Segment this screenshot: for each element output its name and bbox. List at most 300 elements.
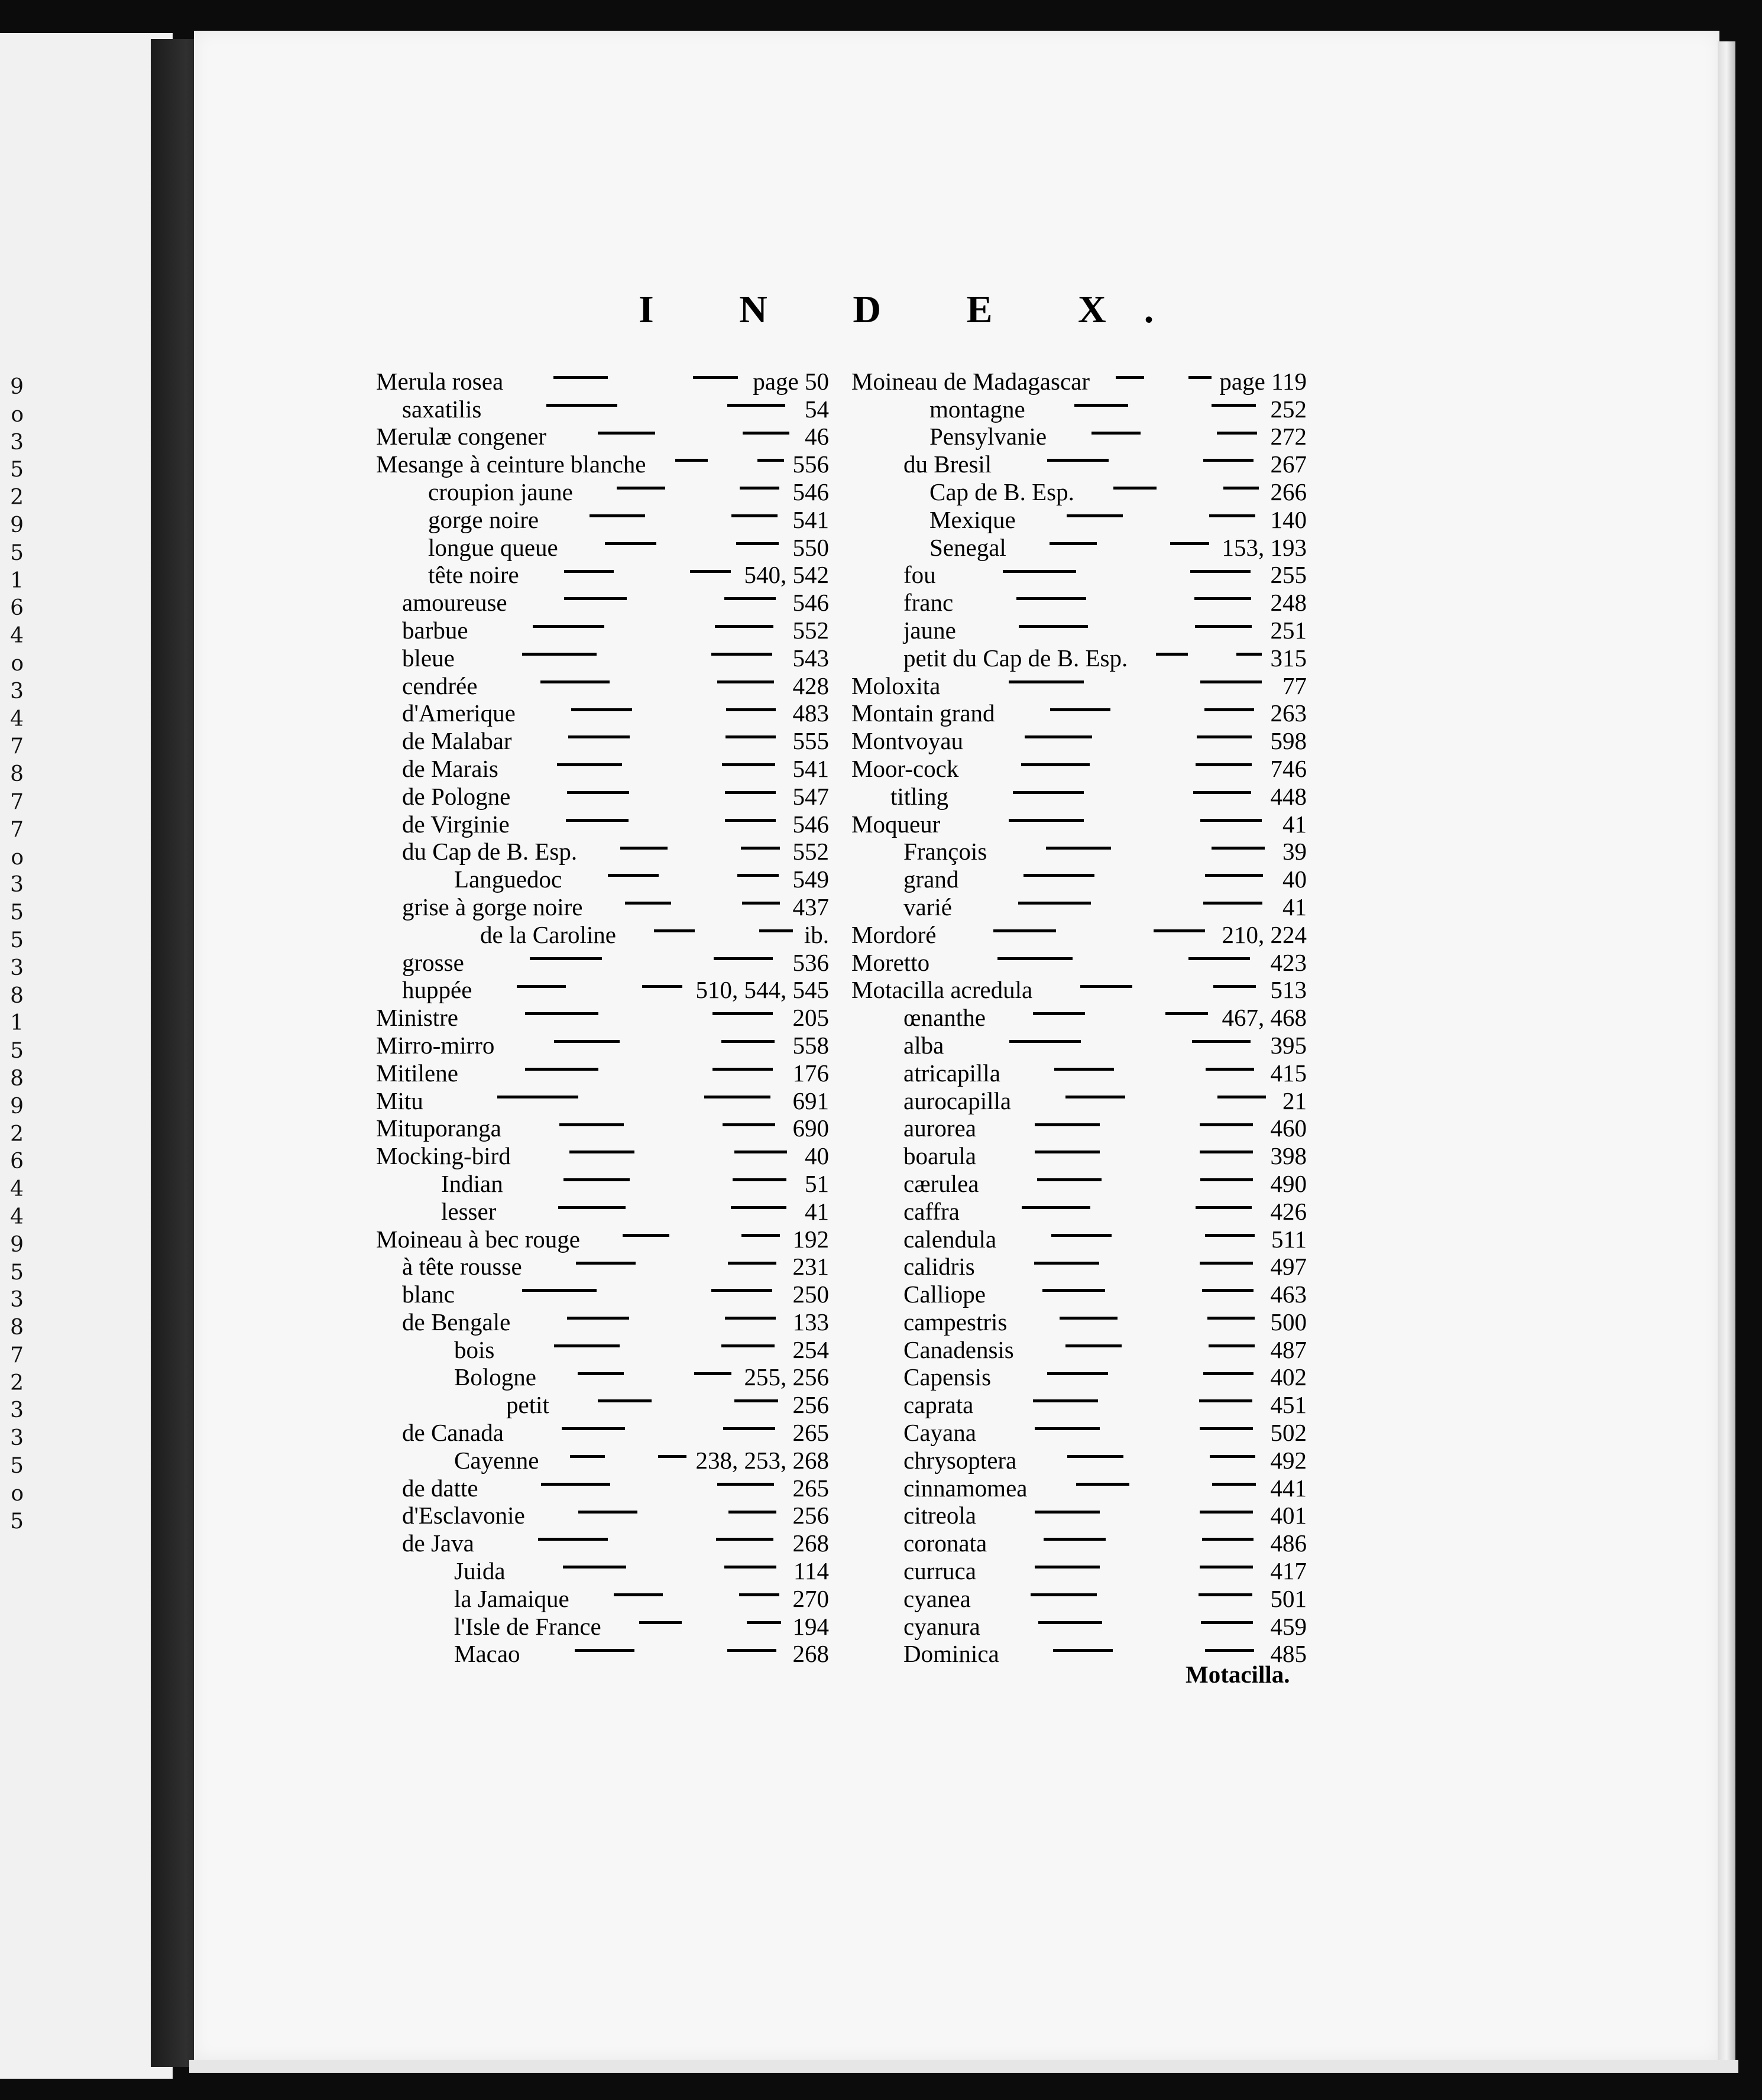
- entry-page-number: 40: [1282, 866, 1307, 893]
- leader-dash: [1051, 1234, 1112, 1237]
- edge-number: 1: [10, 568, 24, 593]
- leader-dashes: [987, 1524, 1270, 1551]
- index-entry: [851, 915, 1307, 948]
- entry-page-number: 54: [805, 395, 829, 423]
- index-entry: [851, 472, 1307, 505]
- leader-dash: [711, 1289, 772, 1292]
- leader-dashes: [1000, 1054, 1271, 1081]
- leader-dashes: [956, 611, 1271, 639]
- entry-page-number: 483: [792, 699, 829, 727]
- entry-label: Ministre: [376, 1004, 458, 1032]
- index-entry: [851, 528, 1307, 561]
- leader-dash: [1050, 542, 1097, 545]
- leader-dash: [1200, 1262, 1253, 1265]
- leader-dashes: [1032, 971, 1270, 999]
- leader-dash: [1054, 1068, 1113, 1071]
- leader-dash: [608, 874, 659, 877]
- leader-dashes: [952, 887, 1282, 915]
- entry-label: chrysoptera: [903, 1446, 1017, 1474]
- entry-label: de Malabar: [402, 727, 512, 755]
- index-entry: [851, 860, 1307, 893]
- leader-dash: [1205, 874, 1264, 877]
- index-entry: [851, 1330, 1307, 1363]
- entry-page-number: 541: [792, 505, 829, 533]
- leader-dash: [736, 542, 778, 545]
- catchword: Motacilla.: [1186, 1661, 1290, 1688]
- leader-dash: [741, 1234, 780, 1237]
- entry-page-number: 417: [1270, 1557, 1307, 1585]
- edge-number: 7: [10, 789, 24, 814]
- leader-dash: [563, 1566, 626, 1568]
- leader-dash: [567, 1317, 629, 1320]
- entry-page-number: 558: [792, 1031, 829, 1059]
- leader-dashes: [504, 1413, 793, 1441]
- leader-dash: [715, 625, 773, 628]
- entry-label: Pensylvanie: [929, 423, 1047, 451]
- index-entry: [376, 1275, 829, 1308]
- leader-dash: [993, 929, 1056, 932]
- index-entry: [376, 1441, 829, 1474]
- entry-page-number: 272: [1270, 423, 1307, 451]
- index-entry: [851, 832, 1307, 866]
- leader-dash: [1047, 1372, 1109, 1375]
- leader-dash: [728, 1262, 776, 1265]
- entry-page-number: 490: [1270, 1169, 1307, 1197]
- leader-dash: [740, 487, 779, 490]
- entry-page-number: 315: [1270, 644, 1307, 672]
- leader-dash: [1009, 1040, 1081, 1043]
- index-entry: [851, 777, 1307, 810]
- entry-label: grise à gorge noire: [402, 893, 583, 921]
- leader-dash: [522, 1289, 597, 1292]
- entry-page-number: 546: [792, 810, 829, 838]
- leader-dash: [1067, 514, 1123, 517]
- leader-dash: [1113, 487, 1157, 490]
- index-entry: [376, 500, 829, 533]
- entry-page-number: 265: [792, 1419, 829, 1447]
- entry-page-number: 487: [1270, 1336, 1307, 1363]
- leader-dashes: [976, 1136, 1271, 1164]
- leader-dash: [704, 1096, 770, 1098]
- entry-label: Bologne: [454, 1363, 536, 1391]
- index-entry: [376, 1635, 829, 1668]
- index-entry: [851, 721, 1307, 755]
- entry-page-number: 549: [792, 866, 829, 893]
- leader-dashes: [455, 639, 793, 666]
- index-entry: [376, 805, 829, 838]
- entry-label: Languedoc: [454, 866, 562, 893]
- leader-dashes: [929, 943, 1270, 971]
- leader-dash: [1035, 1566, 1099, 1568]
- entry-label: Cap de B. Esp.: [929, 478, 1074, 505]
- leader-dash: [525, 1068, 598, 1071]
- leader-dash: [571, 708, 632, 711]
- index-entry: [851, 417, 1307, 451]
- index-column-left: [376, 362, 829, 1710]
- leader-dashes: [601, 1607, 793, 1635]
- leader-dash: [1200, 1123, 1253, 1126]
- leader-dash: [569, 1151, 634, 1153]
- index-entry: [851, 1579, 1307, 1612]
- entry-label: de Java: [402, 1529, 474, 1557]
- entry-page-number: 463: [1270, 1281, 1307, 1308]
- index-entry: [851, 500, 1307, 533]
- leader-dash: [757, 459, 784, 462]
- leader-dash: [1042, 1289, 1105, 1292]
- index-entry: [851, 1635, 1307, 1668]
- index-entry: [376, 1330, 829, 1363]
- entry-label: lesser: [441, 1197, 497, 1225]
- leader-dash: [739, 1593, 779, 1596]
- entry-label: titling: [890, 782, 948, 810]
- edge-number: 5: [10, 900, 24, 925]
- entry-page-number: 255, 256: [744, 1363, 829, 1391]
- leader-dashes: [562, 860, 792, 887]
- leader-dash: [658, 1455, 686, 1458]
- page-right-edge: [1718, 41, 1735, 2063]
- leader-dashes: [580, 1220, 793, 1247]
- index-entry: [851, 556, 1307, 589]
- index-entry: [376, 971, 829, 1004]
- entry-label: curruca: [903, 1557, 976, 1585]
- leader-dashes: [558, 528, 793, 556]
- edge-number: 2: [10, 1122, 24, 1146]
- leader-dash: [623, 1234, 669, 1237]
- entry-page-number: 423: [1270, 948, 1307, 976]
- leader-dashes: [511, 1136, 805, 1164]
- index-entry: [376, 998, 829, 1032]
- leader-dashes: [616, 915, 804, 943]
- entry-page-number: 460: [1270, 1114, 1307, 1142]
- edge-number: 5: [10, 1454, 24, 1479]
- leader-dashes: [546, 417, 805, 445]
- entry-label: Mordoré: [851, 921, 937, 948]
- leader-dashes: [498, 749, 793, 777]
- leader-dash: [717, 680, 774, 683]
- leader-dash: [1038, 1621, 1102, 1624]
- leader-dash: [690, 570, 731, 573]
- entry-label: de Bengale: [402, 1308, 511, 1336]
- entry-label: Cayana: [903, 1419, 976, 1447]
- leader-dash: [1035, 1511, 1099, 1514]
- entry-label: bleue: [402, 644, 455, 672]
- index-entry: [376, 1607, 829, 1640]
- entry-page-number: 448: [1270, 782, 1307, 810]
- leader-dash: [1076, 1483, 1129, 1486]
- leader-dashes: [510, 805, 793, 832]
- leader-dash: [598, 432, 655, 435]
- entry-label: à tête rousse: [402, 1253, 522, 1281]
- index-entry: [851, 1192, 1307, 1225]
- entry-label: du Bresil: [903, 451, 992, 478]
- leader-dashes: [976, 1496, 1271, 1524]
- leader-dash: [723, 1123, 775, 1126]
- leader-dashes: [423, 1081, 793, 1109]
- leader-dashes: [991, 1358, 1270, 1386]
- entry-page-number: 500: [1270, 1308, 1307, 1336]
- entry-label: Merula rosea: [376, 367, 504, 395]
- entry-page-number: 426: [1270, 1197, 1307, 1225]
- entry-label: Dominica: [903, 1640, 999, 1668]
- leader-dash: [1213, 985, 1256, 988]
- edge-number: 8: [10, 983, 24, 1008]
- leader-dashes: [458, 998, 793, 1026]
- entry-page-number: 192: [792, 1225, 829, 1253]
- leader-dash: [1200, 1566, 1253, 1568]
- entry-page-number: 550: [792, 533, 829, 561]
- leader-dash: [1065, 1096, 1125, 1098]
- leader-dash: [1200, 1151, 1253, 1153]
- edge-number: 4: [10, 1204, 24, 1229]
- edge-number: 4: [10, 707, 24, 731]
- index-entry: [376, 417, 829, 451]
- entry-label: croupion jaune: [428, 478, 573, 505]
- leader-dash: [1200, 1178, 1253, 1181]
- entry-label: bois: [454, 1336, 495, 1363]
- leader-dash: [1018, 902, 1091, 905]
- leader-dash: [590, 514, 645, 517]
- index-entry: [851, 1054, 1307, 1087]
- entry-label: Mitu: [376, 1087, 423, 1114]
- leader-dash: [733, 1178, 787, 1181]
- index-entry: [851, 666, 1307, 699]
- index-entry: [851, 1496, 1307, 1529]
- edge-number: 9: [10, 513, 24, 537]
- leader-dash: [734, 1399, 778, 1402]
- index-entry: [376, 611, 829, 644]
- leader-dash: [578, 1511, 637, 1514]
- entry-label: du Cap de B. Esp.: [402, 838, 578, 866]
- entry-page-number: 21: [1282, 1087, 1307, 1114]
- leader-dashes: [999, 1635, 1271, 1662]
- leader-dashes: [936, 915, 1222, 943]
- leader-dash: [725, 819, 776, 822]
- edge-number: 7: [10, 734, 24, 759]
- index-entry: [851, 1220, 1307, 1253]
- leader-dash: [722, 763, 775, 766]
- entry-label: Merulæ congener: [376, 423, 547, 451]
- entry-label: atricapilla: [903, 1059, 1000, 1087]
- index-entry: [851, 1275, 1307, 1308]
- entry-page-number: 541: [792, 754, 829, 782]
- leader-dash: [1197, 735, 1252, 738]
- entry-page-number: 267: [1270, 451, 1307, 478]
- leader-dash: [1021, 763, 1090, 766]
- leader-dash: [1188, 957, 1250, 960]
- edge-number: 2: [10, 485, 24, 510]
- index-entry: [851, 805, 1307, 838]
- leader-dash: [1193, 791, 1251, 794]
- leader-dashes: [975, 1247, 1271, 1275]
- leader-dash: [654, 929, 695, 932]
- entry-page-number: 248: [1270, 589, 1307, 617]
- entry-label: saxatilis: [402, 395, 482, 423]
- edge-number: 4: [10, 1177, 24, 1202]
- entry-label: franc: [903, 589, 954, 617]
- leader-dash: [693, 376, 738, 379]
- entry-label: grand: [903, 866, 959, 893]
- leader-dash: [1212, 404, 1256, 407]
- leader-dash: [575, 1649, 634, 1652]
- leader-dash: [1199, 1399, 1252, 1402]
- entry-page-number: 459: [1270, 1612, 1307, 1640]
- entry-page-number: 547: [792, 782, 829, 810]
- index-entry: [376, 639, 829, 672]
- entry-label: Montvoyau: [851, 727, 964, 755]
- entry-label: Indian: [441, 1169, 503, 1197]
- entry-label: de datte: [402, 1474, 478, 1502]
- index-entry: [376, 1247, 829, 1281]
- index-entry: [851, 1358, 1307, 1391]
- leader-dash: [1203, 459, 1254, 462]
- entry-label: d'Esclavonie: [402, 1502, 525, 1529]
- edge-number: 5: [10, 1509, 24, 1534]
- index-entry: [376, 1054, 829, 1087]
- entry-page-number: 266: [1270, 478, 1307, 505]
- leader-dashes: [522, 1247, 793, 1275]
- index-column-right: [851, 362, 1307, 1710]
- leader-dash: [997, 957, 1073, 960]
- leader-dashes: [481, 390, 805, 417]
- index-entry: [376, 1026, 829, 1059]
- leader-dashes: [503, 1164, 805, 1192]
- entry-page-number: 556: [792, 451, 829, 478]
- leader-dashes: [478, 1469, 793, 1496]
- edge-number: 7: [10, 1343, 24, 1367]
- entry-page-number: 231: [792, 1253, 829, 1281]
- index-entry: [376, 1220, 829, 1253]
- index-entry: [851, 749, 1307, 782]
- leader-dash: [1194, 597, 1252, 600]
- entry-label: citreola: [903, 1502, 976, 1529]
- entry-label: Moor-cock: [851, 754, 959, 782]
- leader-dashes: [1074, 472, 1271, 500]
- entry-page-number: ib.: [804, 921, 829, 948]
- entry-label: alba: [903, 1031, 944, 1059]
- entry-label: Moqueur: [851, 810, 941, 838]
- leader-dashes: [501, 1109, 793, 1137]
- entry-page-number: 497: [1270, 1253, 1307, 1281]
- entry-page-number: 485: [1270, 1640, 1307, 1668]
- entry-page-number: 252: [1270, 395, 1307, 423]
- edge-number: 1: [10, 1011, 24, 1036]
- leader-dash: [1204, 708, 1254, 711]
- entry-page-number: 598: [1270, 727, 1307, 755]
- leader-dash: [1067, 1455, 1123, 1458]
- index-entry: [376, 362, 829, 395]
- leader-dashes: [525, 1496, 793, 1524]
- leader-dashes: [963, 721, 1270, 749]
- index-entry: [851, 1081, 1307, 1114]
- leader-dashes: [516, 694, 793, 722]
- index-entry: [851, 971, 1307, 1004]
- edge-number: 8: [10, 1066, 24, 1091]
- edge-number: 3: [10, 1426, 24, 1451]
- leader-dash: [564, 570, 614, 573]
- index-entry: [851, 1164, 1307, 1197]
- entry-page-number: 437: [792, 893, 829, 921]
- leader-dashes: [944, 1026, 1270, 1054]
- leader-dash: [1053, 1649, 1113, 1652]
- edge-number: o: [11, 402, 24, 427]
- leader-dash: [1035, 1123, 1099, 1126]
- leader-dash: [723, 1427, 775, 1430]
- leader-dashes: [519, 556, 744, 584]
- leader-dash: [728, 1511, 776, 1514]
- entry-label: coronata: [903, 1529, 987, 1557]
- entry-page-number: page 50: [753, 367, 829, 395]
- leader-dash: [525, 1012, 598, 1015]
- index-entry: [851, 390, 1307, 423]
- leader-dashes: [960, 1192, 1271, 1220]
- leader-dash: [727, 1649, 776, 1652]
- leader-dashes: [948, 777, 1271, 805]
- leader-dash: [562, 1427, 625, 1430]
- entry-page-number: 265: [792, 1474, 829, 1502]
- entry-label: cyanura: [903, 1612, 980, 1640]
- leader-dashes: [1047, 417, 1270, 445]
- leader-dash: [614, 1593, 663, 1596]
- entry-label: Moineau à bec rouge: [376, 1225, 580, 1253]
- leader-dash: [1192, 1040, 1251, 1043]
- entry-label: tête noire: [428, 561, 519, 589]
- entry-label: barbue: [402, 616, 468, 644]
- leader-dashes: [503, 362, 753, 390]
- leader-dash: [1016, 597, 1086, 600]
- edge-number: 9: [10, 375, 24, 399]
- leader-dash: [570, 1455, 604, 1458]
- index-entry: [851, 1302, 1307, 1336]
- leader-dash: [553, 376, 608, 379]
- leader-dash: [724, 1566, 776, 1568]
- entry-label: la Jamaique: [454, 1584, 569, 1612]
- entry-page-number: 401: [1270, 1502, 1307, 1529]
- leader-dash: [725, 735, 776, 738]
- entry-page-number: 254: [792, 1336, 829, 1363]
- index-entry: [376, 1358, 829, 1391]
- leader-dash: [742, 902, 780, 905]
- entry-label: aurorea: [903, 1114, 976, 1142]
- entry-page-number: 428: [792, 672, 829, 699]
- entry-label: Montain grand: [851, 699, 995, 727]
- leader-dash: [578, 1372, 623, 1375]
- entry-page-number: 511: [1271, 1225, 1307, 1253]
- entry-label: campestris: [903, 1308, 1008, 1336]
- leader-dash: [712, 1012, 773, 1015]
- index-entry: [851, 1441, 1307, 1474]
- leader-dashes: [992, 445, 1270, 472]
- entry-page-number: 486: [1270, 1529, 1307, 1557]
- index-entry: [851, 1136, 1307, 1170]
- leader-dash: [568, 735, 630, 738]
- leader-dash: [1209, 1344, 1255, 1347]
- leader-dash: [576, 1262, 636, 1265]
- leader-dash: [1009, 819, 1084, 822]
- entry-page-number: 501: [1270, 1584, 1307, 1612]
- leader-dash: [1034, 1262, 1099, 1265]
- leader-dashes: [958, 749, 1270, 777]
- edge-number: 8: [10, 1315, 24, 1340]
- leader-dashes: [455, 1275, 793, 1302]
- leader-dash: [1050, 708, 1111, 711]
- index-entry: [851, 694, 1307, 727]
- index-entry: [851, 887, 1307, 921]
- leader-dash: [1188, 376, 1212, 379]
- leader-dash: [1074, 404, 1128, 407]
- leader-dash: [694, 1372, 731, 1375]
- leader-dash: [716, 1538, 773, 1541]
- index-entry: [851, 1413, 1307, 1447]
